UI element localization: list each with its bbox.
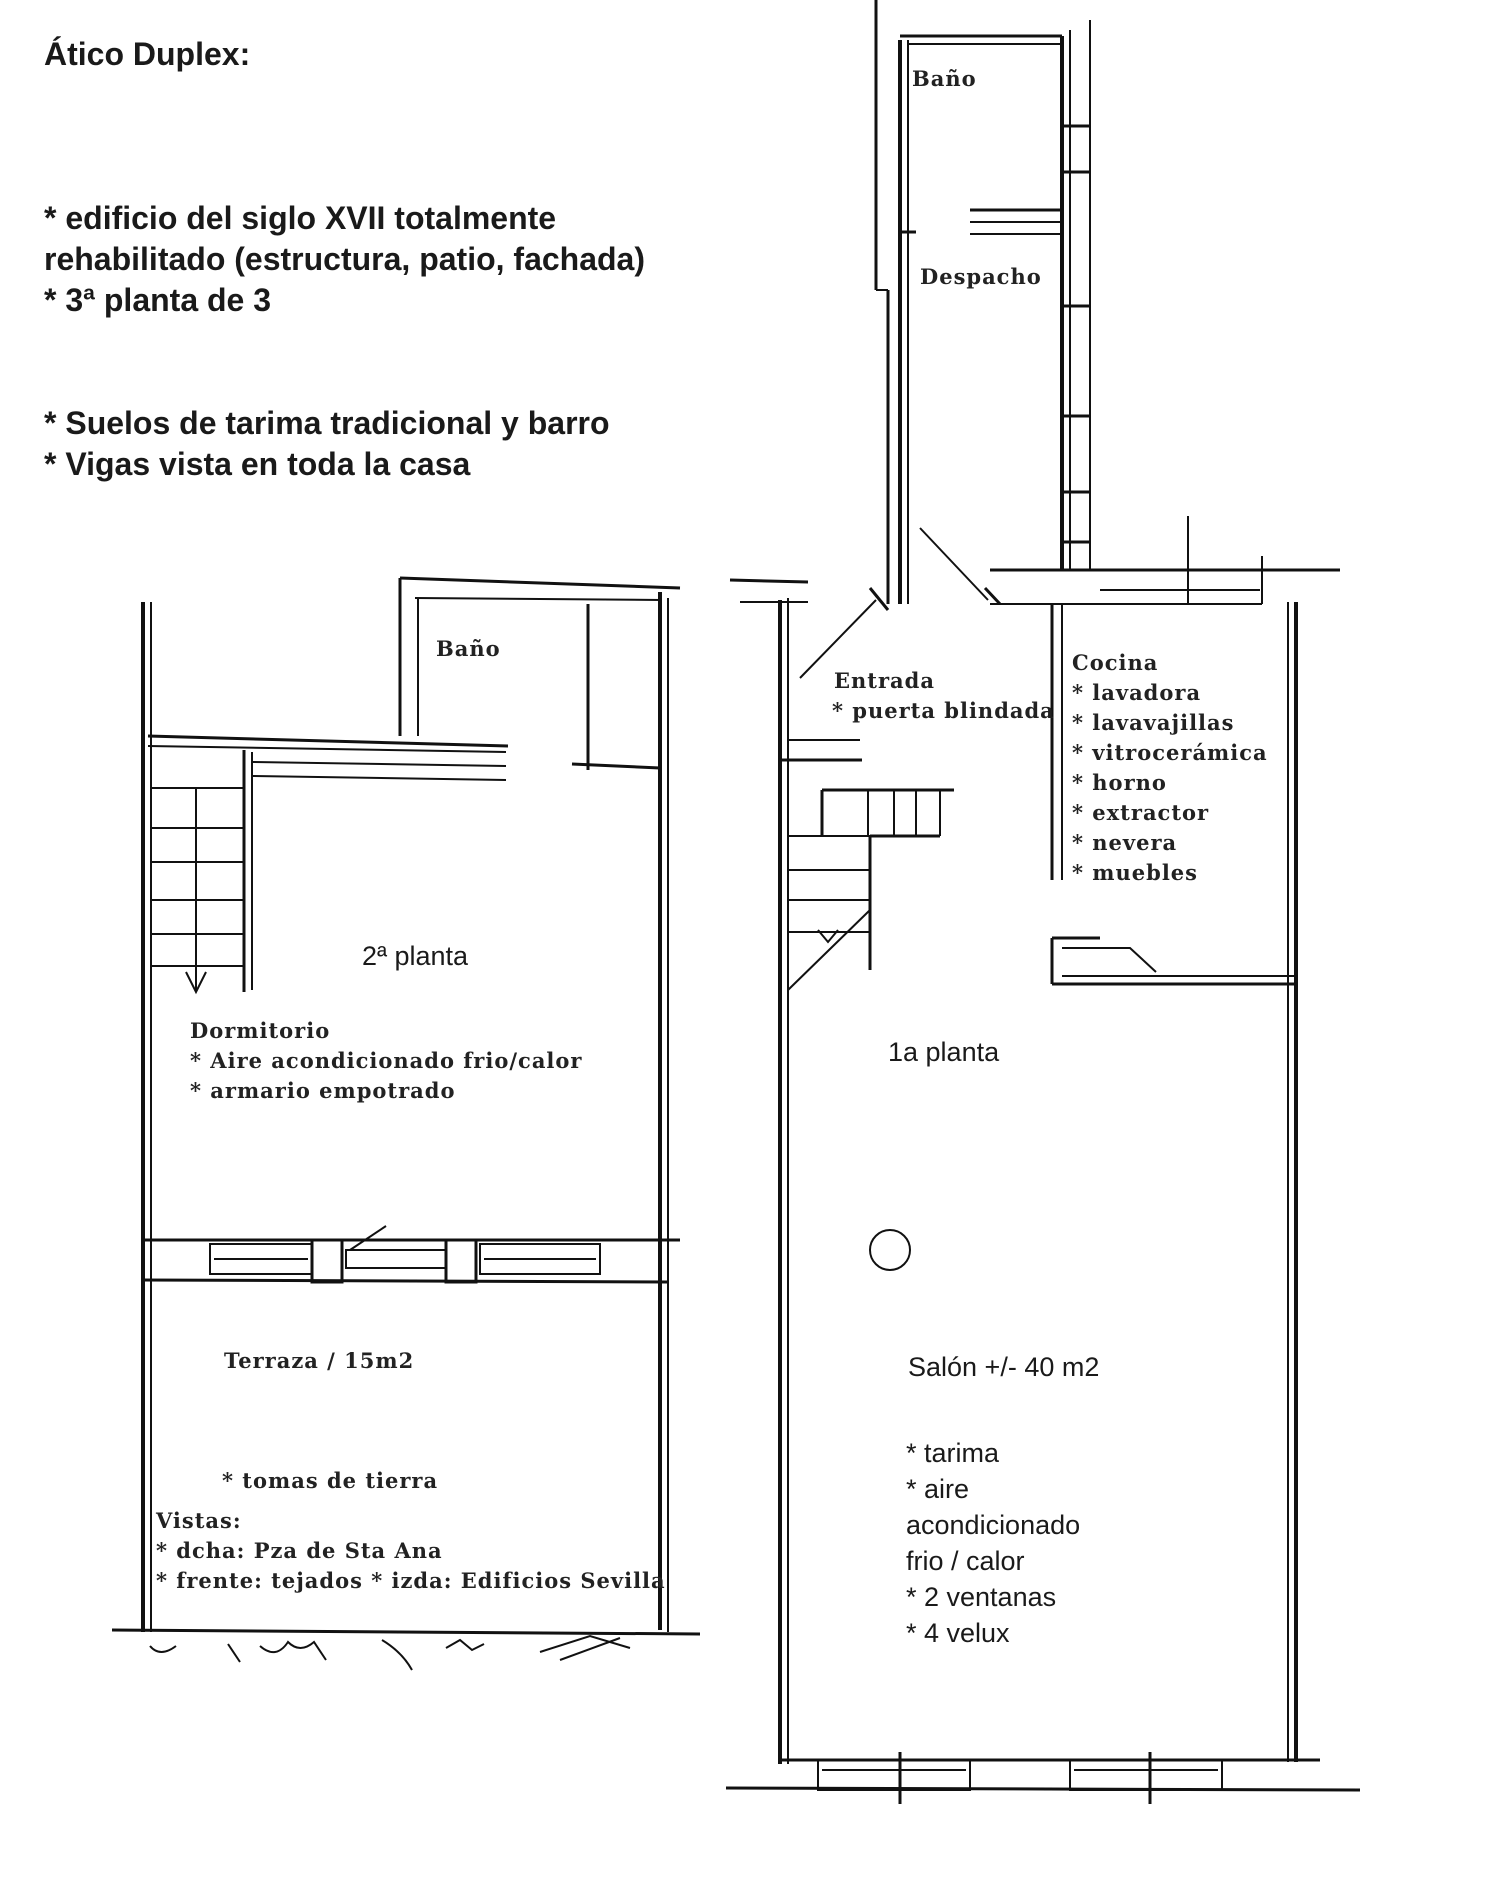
views-item: * dcha: Pza de Sta Ana <box>156 1538 443 1563</box>
upper-floor-stairs <box>150 788 244 992</box>
lower-floor-label: 1a planta <box>888 1037 1000 1067</box>
terrace-item: * tomas de tierra <box>222 1468 439 1493</box>
living-item: * 2 ventanas <box>906 1582 1057 1612</box>
header-bullet: * 3ª planta de 3 <box>44 282 272 318</box>
living-item: frio / calor <box>906 1546 1025 1576</box>
header-bullet: * Suelos de tarima tradicional y barro <box>44 405 610 441</box>
bedroom-title: Dormitorio <box>190 1018 331 1043</box>
column-circle <box>870 1230 910 1270</box>
page-title: Ático Duplex: <box>44 36 251 72</box>
kitchen-item: * extractor <box>1072 800 1210 825</box>
entrance-item: * puerta blindada <box>832 698 1055 723</box>
kitchen-title: Cocina <box>1072 650 1159 675</box>
bedroom-item: * Aire acondicionado frio/calor <box>190 1048 583 1073</box>
living-item: * tarima <box>906 1438 1000 1468</box>
bedroom-item: * armario empotrado <box>190 1078 456 1103</box>
kitchen-item: * nevera <box>1072 830 1178 855</box>
living-item: * 4 velux <box>906 1618 1010 1648</box>
header-bullet: * edificio del siglo XVII totalmente <box>44 200 557 236</box>
views-title: Vistas: <box>156 1508 242 1533</box>
lower-bath-label: Baño <box>912 66 977 91</box>
upper-floor-sketch-marks <box>150 1636 630 1670</box>
kitchen-item: * muebles <box>1072 860 1198 885</box>
header-bullet: * Vigas vista en toda la casa <box>44 446 471 482</box>
lower-floor-stairs <box>788 790 954 990</box>
kitchen-item: * lavadora <box>1072 680 1202 705</box>
upper-bath-label: Baño <box>436 636 501 661</box>
kitchen-item: * vitrocerámica <box>1072 740 1268 765</box>
office-label: Despacho <box>920 264 1042 289</box>
header-bullet: rehabilitado (estructura, patio, fachada) <box>44 241 645 277</box>
views-item: * frente: tejados * izda: Edificios Sevilla <box>156 1568 666 1593</box>
entrance-title: Entrada <box>834 668 935 693</box>
kitchen-item: * horno <box>1072 770 1167 795</box>
living-title: Salón +/- 40 m2 <box>908 1352 1100 1382</box>
kitchen-item: * lavavajillas <box>1072 710 1235 735</box>
living-item: * aire <box>906 1474 970 1504</box>
lower-floor-tower-walls <box>876 0 1090 604</box>
terrace-title: Terraza / 15m2 <box>224 1348 415 1373</box>
upper-floor-windows <box>210 1226 600 1282</box>
living-item: acondicionado <box>906 1510 1081 1540</box>
upper-floor-label: 2ª planta <box>362 941 469 971</box>
